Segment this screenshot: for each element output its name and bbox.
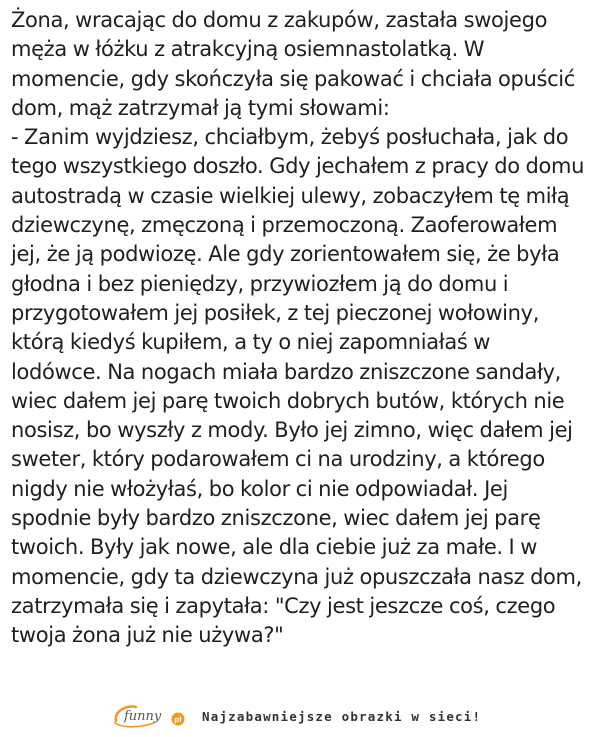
story-line: spodnie były bardzo zniszczone, wiec dałem jej parę — [11, 506, 541, 531]
story-line: twoja żona już nie używa?" — [11, 623, 284, 648]
story-line: głodna i bez pieniędzy, przywiozłem ją do domu i — [11, 271, 509, 296]
footer — [112, 700, 481, 732]
story-line: momencie, gdy ta dziewczyna już opuszczała nasz dom, — [11, 564, 582, 589]
logo-icon — [112, 701, 196, 731]
story-line: nosisz, bo wyszły z mody. Było jej zimno, więc dałem jej — [11, 418, 573, 443]
story-line: którą kiedyś kupiłem, a ty o niej zapomniałaś w — [11, 330, 491, 355]
story-line: autostradą w czasie wielkiej ulewy, zobaczyłem tę miłą — [11, 183, 570, 208]
story-line: tego wszystkiego doszło. Gdy jechałem z pracy do domu — [11, 154, 585, 179]
story-line: dom, mąż zatrzymał ją tymi słowami: — [11, 95, 390, 120]
story-line: wiec dałem jej parę twoich dobrych butów, których nie — [11, 388, 565, 413]
story-line: sweter, który podarowałem ci na urodziny, a którego — [11, 447, 545, 472]
story-line: przygotowałem jej posiłek, z tej pieczonej wołowiny, — [11, 300, 540, 325]
story-line: dziewczynę, zmęczoną i przemoczoną. Zaoferowałem — [11, 213, 558, 238]
story-line: nigdy nie włożyłaś, bo kolor ci nie odpowiadał. Jej — [11, 476, 508, 501]
story-line: twoich. Były jak nowe, ale dla ciebie już za małe. I w — [11, 535, 538, 560]
site-tagline: Najzabawniejsze obrazki w sieci! — [202, 708, 482, 724]
story-line: momencie, gdy skończyła się pakować i chciała opuścić — [11, 66, 575, 91]
logo-badge: pl — [174, 716, 182, 724]
site-logo[interactable] — [112, 701, 196, 731]
logo-text: funny — [124, 709, 162, 724]
story-line: męża w łóżku z atrakcyjną osiemnastolatką. W — [11, 37, 485, 62]
story-line: lodówce. Na nogach miała bardzo zniszczone sandały, — [11, 359, 561, 384]
story-line: jej, że ją podwiozę. Ale gdy zorientowałem się, że była — [11, 242, 560, 267]
story-line: Żona, wracając do domu z zakupów, zastała swojego — [11, 8, 548, 32]
story-text — [11, 6, 605, 651]
story-line: zatrzymała się i zapytała: "Czy jest jeszcze coś, czego — [11, 593, 556, 618]
story-line: - Zanim wyjdziesz, chciałbym, żebyś posłuchała, jak do — [11, 125, 569, 150]
